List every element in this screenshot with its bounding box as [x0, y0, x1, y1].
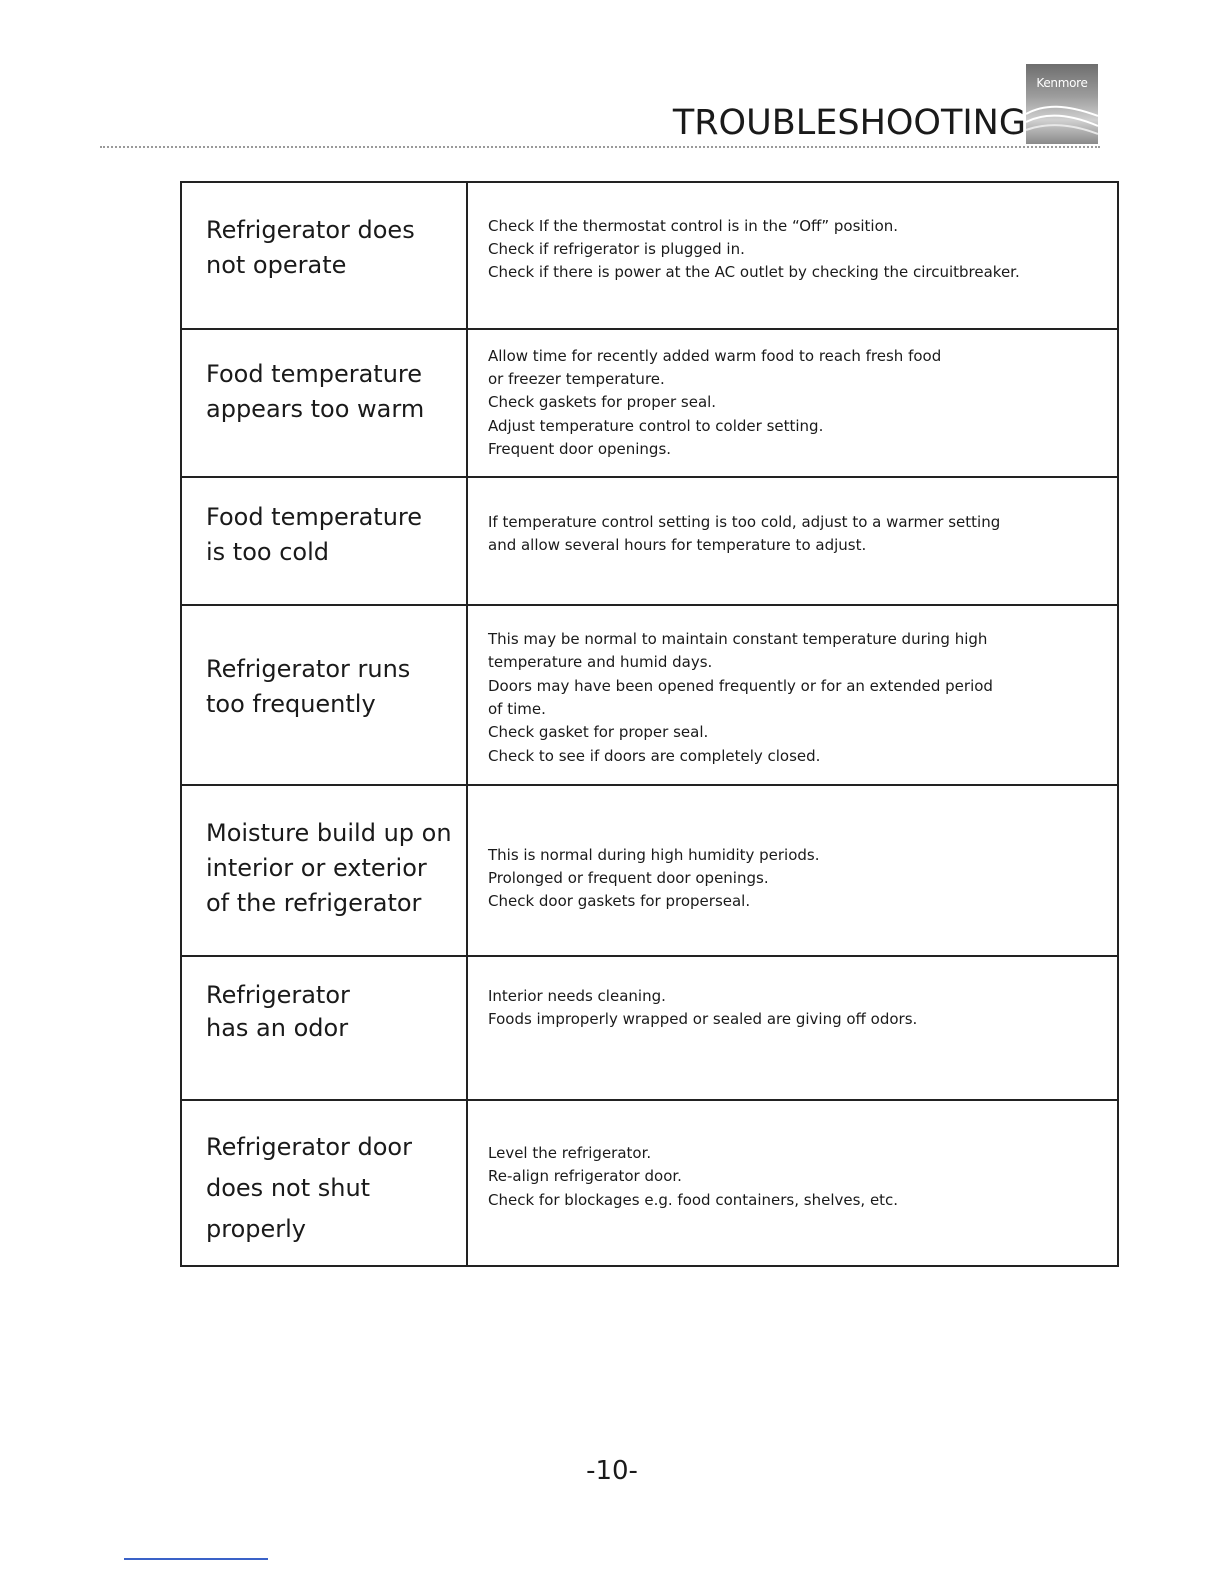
problem-text: Refrigerator runs too frequently: [206, 655, 411, 718]
table-row: [181, 956, 1118, 1100]
problem-cell: [181, 182, 467, 329]
solution-line: Frequent door openings.: [488, 439, 672, 458]
problem-cell: [181, 329, 467, 477]
page-number: -10-: [586, 1456, 638, 1486]
solution-line: and allow several hours for temperature to adjust.: [488, 536, 867, 554]
problem-cell: [181, 605, 467, 785]
page-header: [0, 0, 1224, 160]
solution-line: Prolonged or frequent door openings.: [488, 868, 769, 887]
solution-line: Allow time for recently added warm food to reach fresh food: [488, 346, 942, 365]
solution-line: Check gasket for proper seal.: [488, 723, 709, 742]
solution-cell: [467, 956, 1118, 1100]
solution-line: Check to see if doors are completely closed.: [488, 746, 821, 765]
table-row: [181, 605, 1118, 785]
table-row: [181, 477, 1118, 605]
problem-text: Refrigerator has an odor: [206, 981, 350, 1042]
solution-cell: [467, 785, 1118, 956]
problem-cell: [181, 785, 467, 956]
solution-cell: [467, 477, 1118, 605]
table-row: [181, 329, 1118, 477]
problem-text: Refrigerator door does not shut properly: [206, 1132, 412, 1243]
solution-cell: [467, 1100, 1118, 1266]
solution-line: This is normal during high humidity periods.: [488, 845, 820, 864]
problem-cell: [181, 1100, 467, 1266]
logo-swoosh-icon: [1026, 100, 1098, 144]
solution-line: or freezer temperature.: [488, 370, 665, 389]
solution-line: Level the refrigerator.: [488, 1144, 652, 1163]
solution-line: Check if there is power at the AC outlet by checking the circuitbreaker.: [488, 263, 1020, 282]
solution-line: of time.: [488, 700, 546, 718]
solution-cell: [467, 182, 1118, 329]
page-title: TROUBLESHOOTING: [672, 103, 1026, 143]
solution-cell: [467, 329, 1118, 477]
solution-line: Adjust temperature control to colder setting.: [488, 416, 824, 435]
table-row: [181, 182, 1118, 329]
solution-line: Foods improperly wrapped or sealed are giving off odors.: [488, 1010, 918, 1028]
solution-line: Check If the thermostat control is in the “Off” position.: [488, 216, 899, 235]
problem-text: Moisture build up on interior or exterior of the refrigerator: [206, 819, 452, 917]
table-row: [181, 1100, 1118, 1266]
bottom-rule: [124, 1558, 268, 1560]
solution-line: Check door gaskets for properseal.: [488, 892, 751, 911]
problem-cell: [181, 956, 467, 1100]
solution-line: Interior needs cleaning.: [488, 986, 666, 1005]
header-divider: [100, 146, 1100, 148]
solution-line: If temperature control setting is too cold, adjust to a warmer setting: [488, 512, 1001, 531]
problem-cell: [181, 477, 467, 605]
solution-line: Check if refrigerator is plugged in.: [488, 239, 745, 258]
table-row: [181, 785, 1118, 956]
problem-text: Food temperature appears too warm: [206, 360, 425, 423]
problem-text: Food temperature is too cold: [206, 503, 423, 566]
problem-text: Refrigerator does not operate: [206, 215, 415, 279]
solution-line: Check for blockages e.g. food containers, shelves, etc.: [488, 1190, 899, 1209]
solution-cell: [467, 605, 1118, 785]
solution-line: This may be normal to maintain constant temperature during high: [488, 630, 988, 649]
solution-line: Re-align refrigerator door.: [488, 1167, 682, 1186]
solution-line: Doors may have been opened frequently or for an extended period: [488, 676, 993, 695]
solution-line: Check gaskets for proper seal.: [488, 393, 717, 412]
logo-wordmark: Kenmore: [1036, 76, 1088, 90]
kenmore-logo: [1026, 64, 1098, 144]
troubleshooting-table: [180, 181, 1119, 1267]
solution-line: temperature and humid days.: [488, 653, 713, 672]
